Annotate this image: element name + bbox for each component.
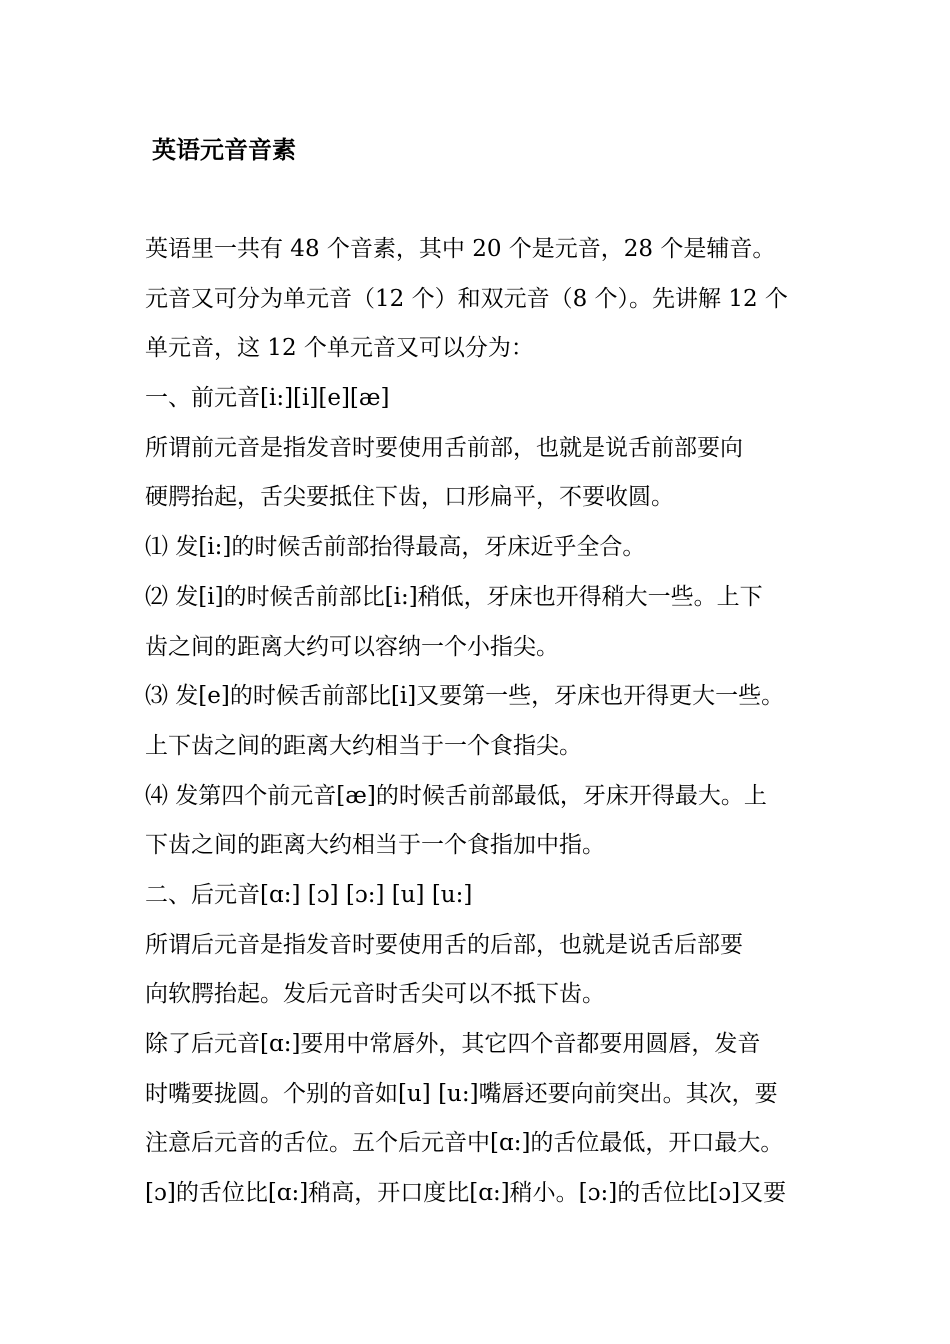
text-line: [ɔ]的舌位比[ɑ:]稍高，开口度比[ɑ:]稍小。[ɔ:]的舌位比[ɔ]又要 bbox=[145, 1180, 787, 1207]
text-line: 单元音，这 12 个单元音又可以分为： bbox=[145, 335, 534, 362]
text-line: 英语里一共有 48 个音素，其中 20 个是元音，28 个是辅音。 bbox=[145, 236, 776, 262]
text-line: 上下齿之间的距离大约相当于一个食指尖。 bbox=[145, 732, 582, 759]
document-body bbox=[145, 228, 825, 1222]
text-line: 元音又可分为单元音（12 个）和双元音（8 个）。先讲解 12 个 bbox=[145, 285, 788, 312]
text-line: 向软腭抬起。发后元音时舌尖可以不抵下齿。 bbox=[145, 981, 605, 1008]
text-line: 齿之间的距离大约可以容纳一个小指尖。 bbox=[145, 633, 559, 660]
list-item-4: ⑷ 发第四个前元音[æ]的时候舌前部最低，牙床开得最大。上 bbox=[145, 782, 767, 809]
section-heading-back-vowels: 二、后元音[ɑ:] [ɔ] [ɔ:] [u] [u:] bbox=[145, 881, 473, 908]
section-heading-front-vowels: 一、前元音[i:][i][e][æ] bbox=[145, 385, 390, 412]
list-item-3: ⑶ 发[e]的时候舌前部比[i]又要第一些，牙床也开得更大一些。 bbox=[145, 683, 785, 710]
text-line: 下齿之间的距离大约相当于一个食指加中指。 bbox=[145, 832, 605, 859]
text-line: 所谓后元音是指发音时要使用舌的后部，也就是说舌后部要 bbox=[145, 931, 743, 958]
list-item-1: ⑴ 发[i:]的时候舌前部抬得最高，牙床近乎全合。 bbox=[145, 534, 646, 561]
list-item-2: ⑵ 发[i]的时候舌前部比[i:]稍低，牙床也开得稍大一些。上下 bbox=[145, 583, 763, 610]
text-line: 除了后元音[ɑ:]要用中常唇外，其它四个音都要用圆唇，发音 bbox=[145, 1031, 761, 1057]
text-line: 所谓前元音是指发音时要使用舌前部，也就是说舌前部要向 bbox=[145, 434, 743, 461]
text-line: 注意后元音的舌位。五个后元音中[ɑ:]的舌位最低，开口最大。 bbox=[145, 1130, 784, 1157]
document-title: 英语元音音素 bbox=[152, 135, 296, 164]
text-line: 时嘴要拢圆。个别的音如[u] [u:]嘴唇还要向前突出。其次，要 bbox=[145, 1080, 778, 1107]
text-line: 硬腭抬起，舌尖要抵住下齿，口形扁平，不要收圆。 bbox=[145, 484, 674, 511]
